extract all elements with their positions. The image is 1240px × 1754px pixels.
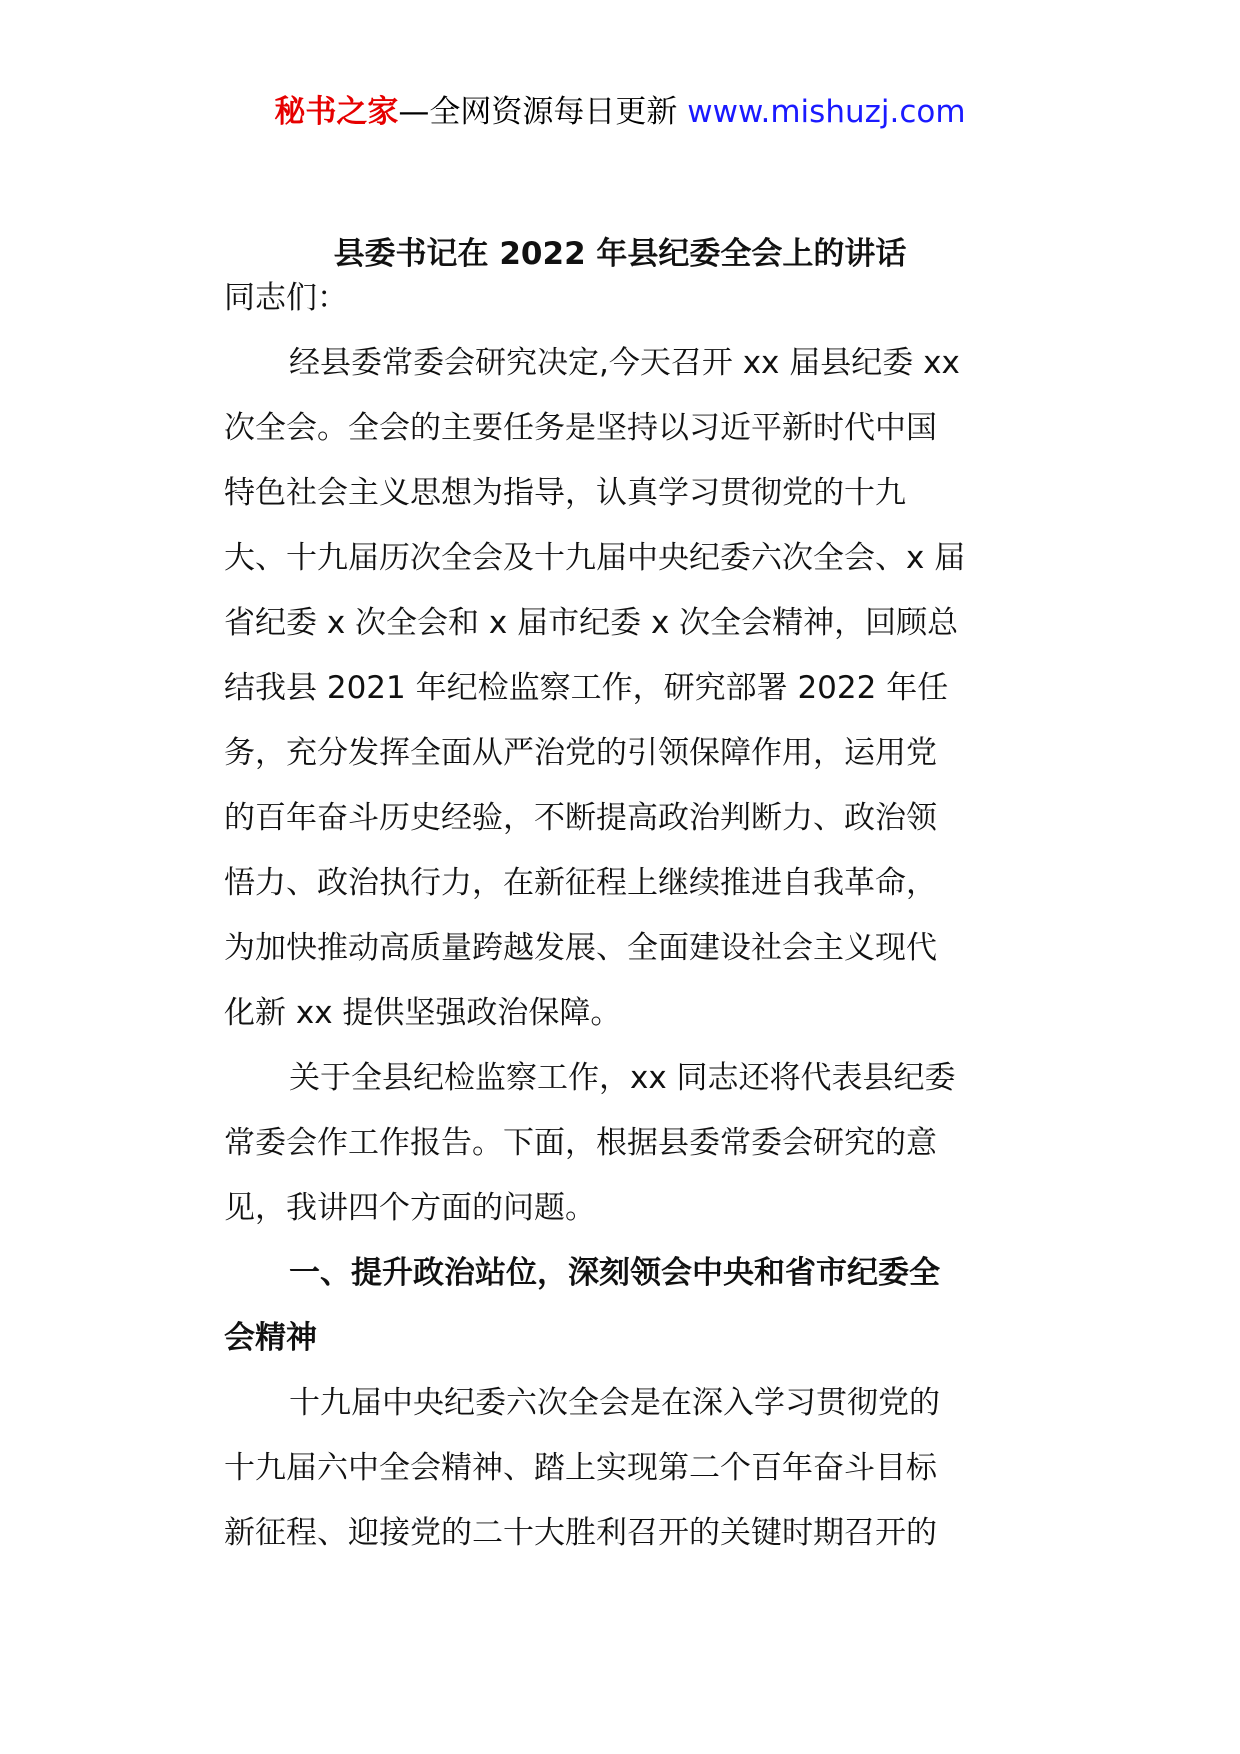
paragraph-line: 悟力、政治执行力，在新征程上继续推进自我革命， [224, 865, 937, 901]
site-header [0, 92, 1240, 132]
document-title: 县委书记在 2022 年县纪委全会上的讲话 [333, 236, 907, 272]
section-heading: 一、提升政治站位，深刻领会中央和省市纪委全 [289, 1255, 940, 1291]
paragraph-line: 十九届六中全会精神、踏上实现第二个百年奋斗目标 [224, 1450, 937, 1486]
section-heading: 会精神 [224, 1320, 317, 1356]
salutation: 同志们： [224, 280, 348, 316]
site-url[interactable]: www.mishuzj.com [687, 94, 966, 130]
brand-name: 秘书之家 [274, 94, 399, 130]
slogan: —全网资源每日更新 [398, 94, 688, 130]
paragraph-line: 化新 xx 提供坚强政治保障。 [224, 995, 622, 1031]
paragraph-line: 务，充分发挥全面从严治党的引领保障作用，运用党 [224, 735, 937, 771]
paragraph-line: 特色社会主义思想为指导，认真学习贯彻党的十九 [224, 475, 906, 511]
paragraph-line: 为加快推动高质量跨越发展、全面建设社会主义现代 [224, 930, 937, 966]
paragraph-line: 常委会作工作报告。下面，根据县委常委会研究的意 [224, 1125, 937, 1161]
paragraph-line: 经县委常委会研究决定,今天召开 xx 届县纪委 xx [289, 345, 960, 381]
paragraph-line: 十九届中央纪委六次全会是在深入学习贯彻党的 [289, 1385, 940, 1421]
paragraph-line: 次全会。全会的主要任务是坚持以习近平新时代中国 [224, 410, 937, 446]
paragraph-line: 关于全县纪检监察工作，xx 同志还将代表县纪委 [289, 1060, 956, 1096]
paragraph-line: 结我县 2021 年纪检监察工作，研究部署 2022 年任 [224, 670, 949, 706]
document-body [224, 266, 1024, 1566]
paragraph-line: 见，我讲四个方面的问题。 [224, 1190, 596, 1226]
paragraph-line: 新征程、迎接党的二十大胜利召开的关键时期召开的 [224, 1515, 937, 1551]
paragraph-line: 的百年奋斗历史经验，不断提高政治判断力、政治领 [224, 800, 937, 836]
paragraph-line: 大、十九届历次全会及十九届中央纪委六次全会、x 届 [224, 540, 966, 576]
paragraph-line: 省纪委 x 次全会和 x 届市纪委 x 次全会精神，回顾总 [224, 605, 959, 641]
